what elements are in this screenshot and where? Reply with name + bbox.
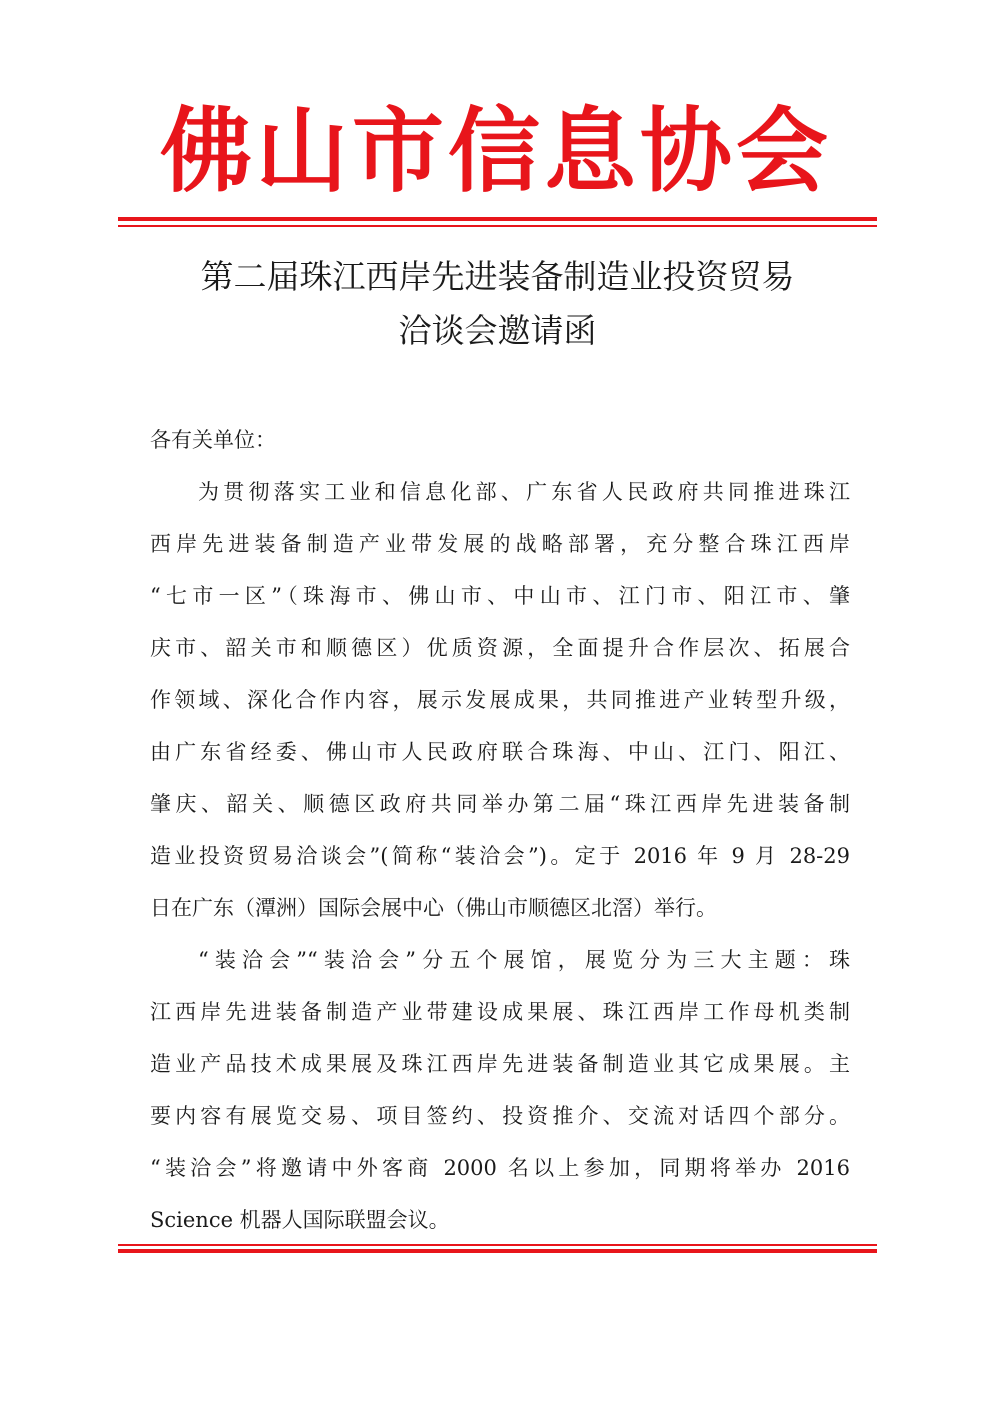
paragraph-1-line: 造业投资贸易洽谈会”(简称“装洽会”)。定于 2016 年 9 月 28-29 [150, 844, 850, 868]
paragraph-2-line: “装洽会”将邀请中外客商 2000 名以上参加，同期将举办 2016 [150, 1156, 850, 1180]
paragraph-1-line: 西岸先进装备制造产业带发展的战略部署，充分整合珠江西岸 [150, 532, 850, 556]
document-title-line-1: 第二届珠江西岸先进装备制造业投资贸易 [200, 257, 795, 296]
paragraph-1-line: 为贯彻落实工业和信息化部、广东省人民政府共同推进珠江 [198, 480, 850, 504]
paragraph-2-line: 要内容有展览交易、项目签约、投资推介、交流对话四个部分。 [150, 1104, 850, 1128]
paragraph-2-line: 江西岸先进装备制造产业带建设成果展、珠江西岸工作母机类制 [150, 1000, 850, 1024]
paragraph-1-line: 肇庆、韶关、顺德区政府共同举办第二届“珠江西岸先进装备制 [150, 792, 850, 816]
paragraph-1-line: 由广东省经委、佛山市人民政府联合珠海、中山、江门、阳江、 [150, 740, 850, 764]
document-title [118, 250, 877, 358]
letter-body [150, 414, 850, 1246]
footer-rule-thin [118, 1244, 877, 1246]
paragraph-1-line: 日在广东（潭洲）国际会展中心（佛山市顺德区北滘）举行。 [150, 896, 717, 920]
header-rule-thick [118, 217, 877, 221]
salutation: 各有关单位： [150, 428, 276, 452]
paragraph-2-line: 造业产品技术成果展及珠江西岸先进装备制造业其它成果展。主 [150, 1052, 850, 1076]
paragraph-2-line: “装洽会”“装洽会”分五个展馆，展览分为三大主题：珠 [198, 948, 850, 972]
header-rule-thin [118, 225, 877, 227]
paragraph-1-line: 作领域、深化合作内容，展示发展成果，共同推进产业转型升级， [150, 688, 850, 712]
org-name-header: 佛山市信息协会 [159, 98, 832, 205]
paragraph-2-line: Science 机器人国际联盟会议。 [150, 1208, 450, 1232]
paragraph-1-line: “七市一区”（珠海市、佛山市、中山市、江门市、阳江市、肇 [150, 584, 850, 608]
document-title-line-2: 洽谈会邀请函 [398, 311, 597, 350]
paragraph-1-line: 庆市、韶关市和顺德区）优质资源，全面提升合作层次、拓展合 [150, 636, 850, 660]
footer-rule-thick [118, 1249, 877, 1253]
